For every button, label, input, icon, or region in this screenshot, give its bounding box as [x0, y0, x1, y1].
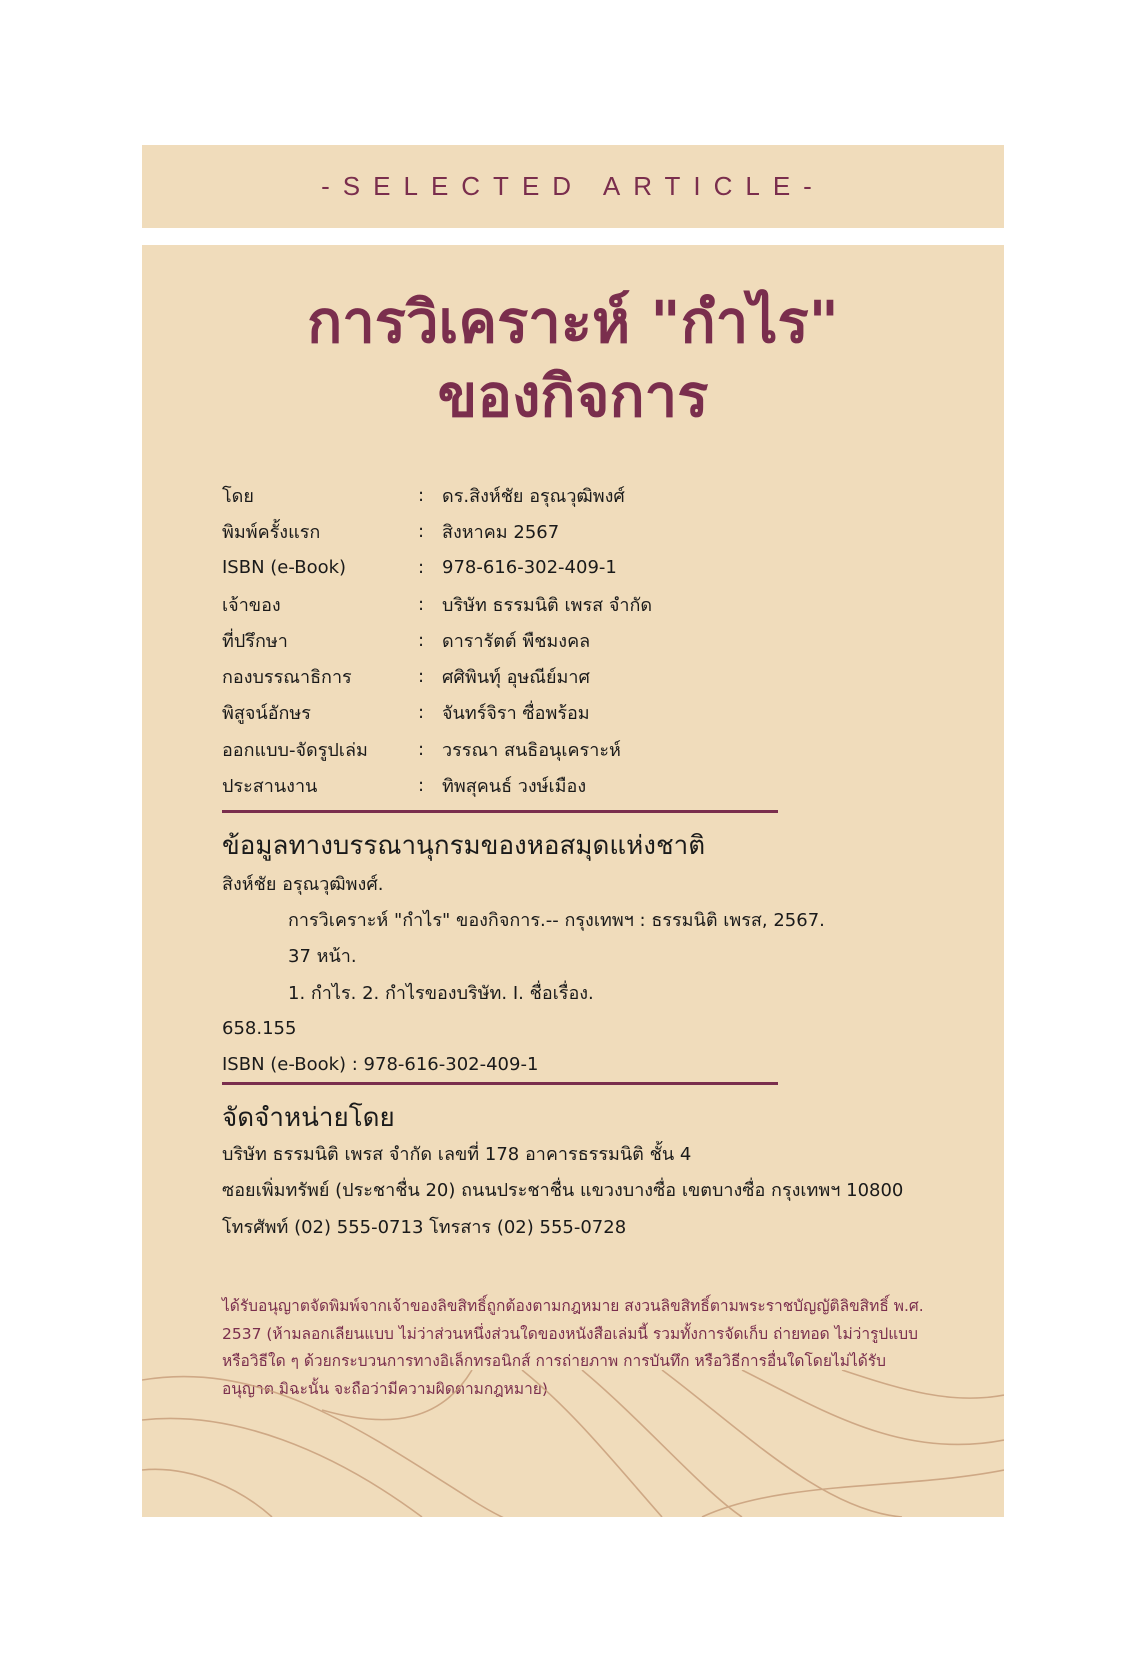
info-colon: :: [418, 557, 425, 579]
cip-subjects: 1. กำไร. 2. กำไรของบริษัท. I. ชื่อเรื่อง.: [288, 982, 594, 1004]
info-colon: :: [418, 484, 425, 506]
cip-title: การวิเคราะห์ "กำไร" ของกิจการ.-- กรุงเทพฯ : ธรรมนิติ เพรส, 2567.: [288, 909, 825, 931]
cip-pages: 37 หน้า.: [288, 946, 357, 968]
info-row: [222, 477, 922, 513]
cip-isbn: ISBN (e-Book) : 978-616-302-409-1: [222, 1054, 539, 1076]
distribution-line: ซอยเพิ่มทรัพย์ (ประชาชื่น 20) ถนนประชาชื่น แขวงบางซื่อ เขตบางซื่อ กรุงเทพฯ 10800: [222, 1180, 904, 1202]
info-row: [222, 622, 922, 658]
section-divider: [222, 1082, 778, 1085]
info-value: 978-616-302-409-1: [442, 557, 617, 579]
info-colon: :: [418, 520, 425, 542]
info-row: [222, 731, 922, 767]
info-value: ศศิพินทุ์ อุษณีย์มาศ: [442, 667, 590, 689]
info-colon: :: [418, 702, 425, 724]
info-row: [222, 767, 922, 803]
info-colon: :: [418, 738, 425, 760]
info-label: ISBN (e-Book): [222, 557, 347, 579]
cip-class-number: 658.155: [222, 1017, 297, 1039]
info-value: ดารารัตต์ พืชมงคล: [442, 630, 591, 652]
cataloging-data: [222, 865, 942, 1083]
info-label: กองบรรณาธิการ: [222, 667, 352, 689]
info-label: โดย: [222, 485, 254, 507]
info-label: พิมพ์ครั้งแรก: [222, 521, 321, 543]
distribution-line: โทรศัพท์ (02) 555-0713 โทรสาร (02) 555-0728: [222, 1216, 627, 1238]
distribution-info: [222, 1135, 982, 1245]
info-label: ออกแบบ-จัดรูปเล่ม: [222, 739, 368, 761]
title-line-2: ของกิจการ: [437, 362, 709, 430]
banner-text: -SELECTED ARTICLE-: [321, 171, 825, 201]
title-line-1: การวิเคราะห์ "กำไร": [307, 288, 839, 356]
article-title: [142, 285, 1004, 433]
info-colon: :: [418, 775, 425, 797]
cip-heading: ข้อมูลทางบรรณานุกรมของหอสมุดแห่งชาติ: [222, 831, 706, 861]
distribution-heading: จัดจำหน่ายโดย: [222, 1103, 395, 1133]
info-row: [222, 658, 922, 694]
info-row: [222, 586, 922, 622]
info-label: เจ้าของ: [222, 594, 281, 616]
info-label: พิสูจน์อักษร: [222, 703, 311, 725]
distribution-line: บริษัท ธรรมนิติ เพรส จำกัด เลขที่ 178 อาคารธรรมนิติ ชั้น 4: [222, 1143, 692, 1165]
info-colon: :: [418, 666, 425, 688]
info-row: [222, 513, 922, 549]
info-colon: :: [418, 629, 425, 651]
info-row: [222, 695, 922, 731]
info-value: บริษัท ธรรมนิติ เพรส จำกัด: [442, 594, 653, 616]
info-colon: :: [418, 593, 425, 615]
decorative-waves: [142, 1370, 1004, 1517]
copyright-notice: ได้รับอนุญาตจัดพิมพ์จากเจ้าของลิขสิทธิ์ถูกต้องตามกฎหมาย สงวนลิขสิทธิ์ตามพระราชบัญญัติลิขสิทธิ์ พ.ศ. 2537 (ห้ามลอกเลียนแบบ ไม่ว่าส่วนหนึ่งส่วนใดของหนังสือเล่มนี้ รวมทั้งการจัดเก็บ ถ่ายทอด ไม่ว่ารูปแบบหรือวิธีใด ๆ ด้วยกระบวนการทางอิเล็กทรอนิกส์ การถ่ายภาพ การบันทึก หรือวิธีการอื่นใดโดยไม่ได้รับอนุญาต มิฉะนั้น จะถือว่ามีความผิดตามกฎหมาย): [222, 1297, 924, 1398]
publication-info: [222, 477, 922, 804]
info-value: ดร.สิงห์ชัย อรุณวุฒิพงศ์: [442, 485, 625, 507]
info-value: ทิพสุคนธ์ วงษ์เมือง: [442, 776, 587, 798]
info-label: ที่ปรึกษา: [222, 630, 288, 652]
info-value: จันทร์จิรา ซื่อพร้อม: [442, 703, 590, 725]
info-value: วรรณา สนธิอนุเคราะห์: [442, 739, 621, 761]
info-label: ประสานงาน: [222, 776, 318, 798]
selected-article-banner: [142, 145, 1004, 228]
section-divider: [222, 810, 778, 813]
info-row: [222, 550, 922, 586]
cip-author: สิงห์ชัย อรุณวุฒิพงศ์.: [222, 873, 384, 895]
info-value: สิงหาคม 2567: [442, 521, 560, 543]
article-card: [142, 245, 1004, 1517]
